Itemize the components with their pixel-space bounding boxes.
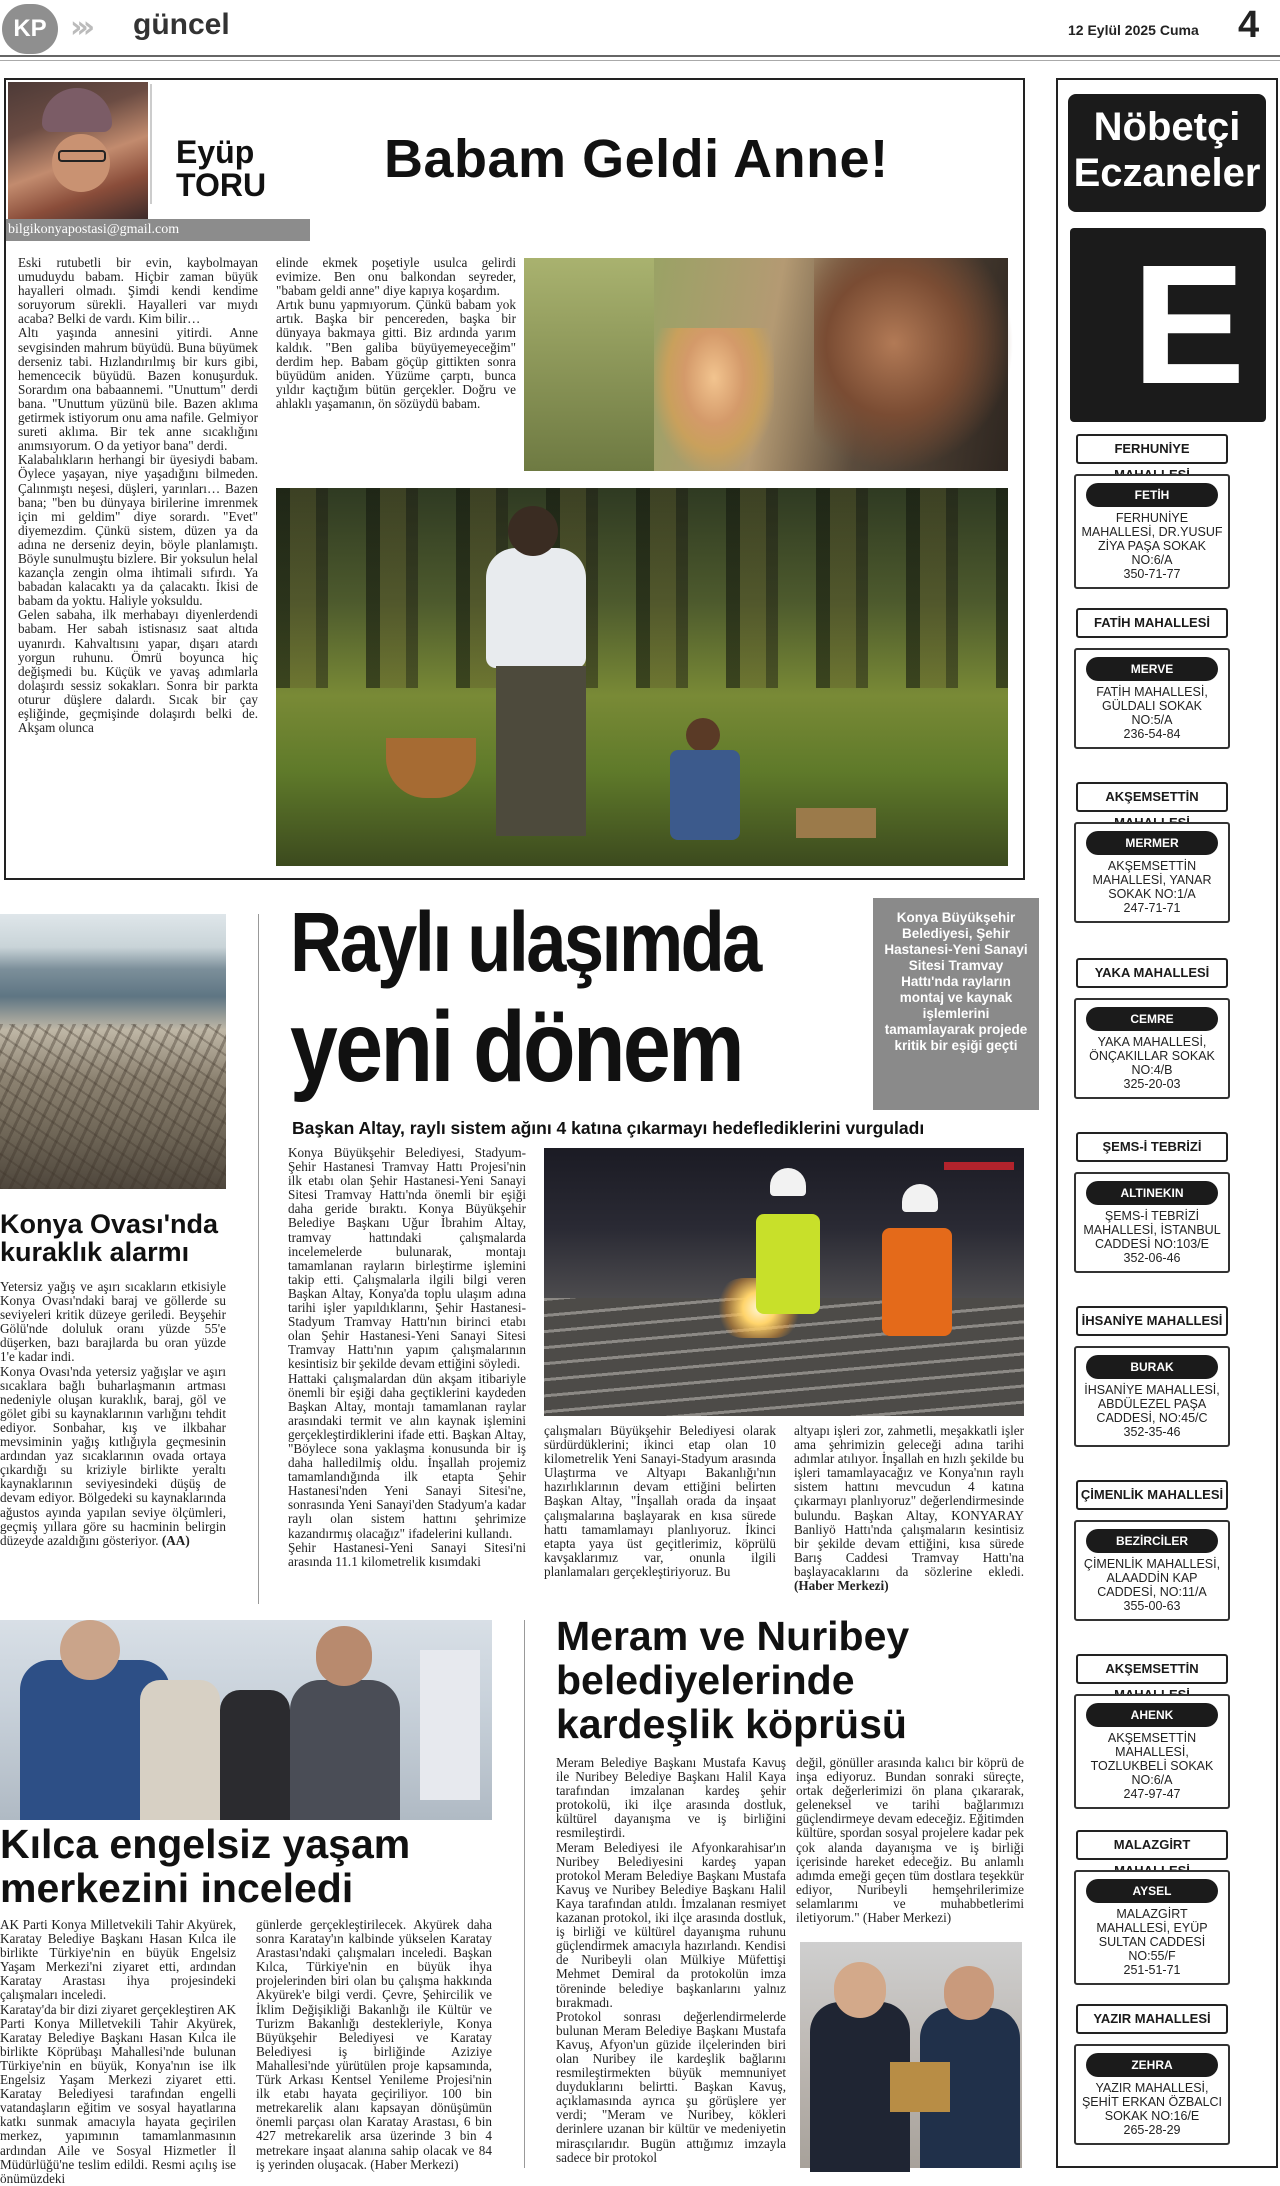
author-last-name: TORU [176, 167, 267, 203]
eczane-phone: 325-20-03 [1123, 1077, 1181, 1091]
masthead [0, 0, 1280, 60]
eczane-district: FATİH MAHALLESİ [1076, 608, 1228, 638]
eczane-phone: 355-00-63 [1123, 1599, 1181, 1613]
rail-sidebar: Konya Büyükşehir Belediyesi, Şehir Hastanesi-Yeni Sanayi Sitesi Tramvay Hattı'nda rayların montaj ve kaynak işlemlerini tamamlayarak projede kritik bir eşiği geçti [873, 898, 1039, 1110]
eczane-name: BEZİRCİLER [1086, 1529, 1218, 1553]
eczane-name: MERMER [1086, 831, 1218, 855]
eczane-name: AHENK [1086, 1703, 1218, 1727]
drought-title: Konya Ovası'nda kuraklık alarmı [0, 1209, 218, 1267]
kilca-text-col1: AK Parti Konya Milletvekili Tahir Akyürek, Karatay Belediye Başkanı Hasan Kılca ile birlikte Türkiye'nin en büyük Engelsiz Yaşam Merkezi'ni ziyaret etti, ardından Karatay Arastası ihya projesindeki çalışmaları inceledi. Karatay'da bir dizi ziyaret gerçekleştiren AK Parti Konya Milletvekili Tahir Akyürek, Karatay Belediye Başkanı Hasan Kılca ile birlikte Köprübaşı Mahallesi'nde bulunan Türkiye'nin en büyük, Konya'nın ise ilk Engelsiz Yaşam Merkezi ziyaret etti. Karatay Belediyesi tarafından engelli vatandaşların eğitim ve sosyal hayatlarına katkı sunmak amacıyla hayata geçirilen merkez, yapımının tamamlanmasının ardından Aile ve Sosyal Hizmetler İl Müdürlüğü'ne teslim edildi. Resmi açılış ise önümüzdeki [0, 1917, 236, 2186]
eczane-title-line1: Nöbetçi [1093, 105, 1241, 149]
eczane-card [1074, 1346, 1230, 1447]
rail-text-col3 [794, 1423, 1024, 1594]
column-text-col1: Eski rutubetli bir evin, kaybolmayan umuduydu babam. Hiçbir zaman büyük hayalleri olmadı. Şimdi kendi kendime soruyorum sürekli. Hayalleri var mıydı acaba? Belki de vardı. Kim bilir… Altı yaşında annesini yitirdi. Anne sevgisinden mahrum büyüdü. Buna büyümek derseniz tabi. Hızlandırılmış bir kurs gibi, hemencecik büyüdü. Bazen konuşurduk. Sorardım ona babaannemi. "Unuttum" derdi bana. "Unuttum yüzünü bile. Bazen aklıma getirmek istiyorum onu ama nafile. Gelmiyor sureti aklıma. Bir tek anne sıcaklığını anımsıyorum. O da yetiyor bana" derdi. Kalabalıkların herhangi bir üyesiydi babam. Öylece yaşayan, niye yaşadığını bilmeden. Çalınmıştı neşesi, düşleri, yarınları… Bazen bana; "ben bu dünyaya birilerine imrenmek için mi geldim" diye sorardı. "Evet" diyemezdim. Çünkü sistem, düzen ya da adına ne derseniz deyin, böyle planlamıştı. Böyle sunulmuştu bizlere. Bir yoksulun helal kazançla zengin olma ihtimali sıfırdı. Ya babadan kalacaktı ya da çalacaktı. İkisi de babam da yoktu. Haliyle yoksuldu. Gelen sabaha, ilk merhabayı diyenlerdendi babam. Her sabah istisnasız saat altıda uyanırdı. Kahvaltısını yapar, dışarı atardı yorgun ruhunu. Ömrü boyunca hiç değişmedi bu. Küçük ve yavaş adımlarla dolaşırdı sessiz sokakları. Sonra bir parkta oturur düşlere dalardı. Sıcak bir çay eşliğinde, geçmişinde dolaşırdı belki de. Akşam olunca [18, 255, 258, 736]
eczane-district: ŞEMS-İ TEBRİZİ [1076, 1132, 1228, 1162]
eczane-phone: 247-97-47 [1123, 1787, 1181, 1801]
meram-protocol-photo [800, 1942, 1022, 2168]
eczane-card [1074, 648, 1230, 749]
kilca-divider [524, 1620, 525, 2168]
eczane-address: YAZIR MAHALLESİ, ŞEHİT ERKAN ÖZBALCI SOKAK NO:16/E [1081, 2081, 1223, 2123]
issue-date: 12 Eylül 2025 Cuma [1068, 22, 1199, 38]
rail-text-col1: Konya Büyükşehir Belediyesi, Stadyum-Şehir Hastanesi Tramvay Hattı Projesi'nin ilk etabı olan Şehir Hastanesi-Yeni Sanayi Sitesi Tramvay Hattı'nda önemli bir eşiği daha geride bıraktı. Konya Büyükşehir Belediye Başkanı Uğur İbrahim Altay, tramvay hattındaki çalışmalarda incelemelerde bulunarak, montajı tamamlanan rayların birleştirme işlemini takip etti. Çalışmalarla ilgili bilgi veren Başkan Altay, Konya'da toplu ulaşım adına tarihi işler yapıldıklarını, Şehir Hastanesi-Stadyum Tramvay Hattı'nın birinci etabı olan Şehir Hastanesi-Yeni Sanayi Sitesi Tramvay Hattı'nın yapım çalışmalarının kesintisiz bir şekilde devam ettiğini söyledi. Hattaki çalışmalardan dün akşam itibariyle önemli bir eşiği daha geçtiklerini kaydeden Başkan Altay, montajı tamamlanan raylar arasındaki termit ve alın kaynak işlemini gerçekleştirdiklerini ifade etti. Başkan Altay, "Böylece sona yaklaşma konusunda bir iş daha halledilmiş oldu. İnşallah projemiz tamamlandığında ilk etapta Şehir Hastanesi'nden Yeni Sanayi Sitesi'ne, sonrasında Yeni Sanayi'den Stadyum'a kadar raylı olan sistem hattını şehrimize kazandırmış olacağız" ifadelerini kullandı. Şehir Hastanesi-Yeni Sanayi Sitesi'ni arasında 11.1 kilometrelik kısımdaki [288, 1145, 526, 1569]
meram-text-col2 [796, 1756, 1024, 1940]
author-email: bilgikonyapostasi@gmail.com [6, 219, 310, 241]
eczane-card [1074, 1694, 1230, 1809]
eczane-name: MERVE [1086, 657, 1218, 681]
eczane-phone: 352-35-46 [1123, 1425, 1181, 1439]
meram-text-col2-body: değil, gönüller arasında kalıcı bir köprü de inşa ediyoruz. Bundan sonraki süreçte, ortak değerlerimizi ön plana çıkararak, geleneksel ve tarihi bağlarımızı güçlendirmeye devam edeceğiz. Eğitimden kültüre, spordan sosyal projelere kadar pek çok alanda dayanışma ve iş birliği içerisinde hareket edeceğiz. Bu anlamlı adımda emeği geçen tüm dostlara teşekkür ediyor, Nuribeyli hemşehrilerimize selamlarımı ve muhabbetlerimi iletiyorum." [796, 1755, 1024, 1926]
eczane-card [1074, 1520, 1230, 1621]
drought-credit: (AA) [161, 1532, 190, 1548]
grandfather-child-photo [524, 258, 1008, 471]
rail-subhead: Başkan Altay, raylı sistem ağını 4 katına çıkarmayı hedeflediklerini vurguladı [292, 1118, 925, 1138]
meram-credit: (Haber Merkezi) [862, 1910, 952, 1926]
author-first-name: Eyüp [176, 134, 255, 170]
eczane-name: ALTINEKIN [1086, 1181, 1218, 1205]
eczane-address: AKŞEMSETTİN MAHALLESİ, YANAR SOKAK NO:1/A [1092, 859, 1212, 901]
meram-title: Meram ve Nuribey belediyelerinde kardeşlik köprüsü [556, 1613, 910, 1747]
eczane-name: BURAK [1086, 1355, 1218, 1379]
drought-text [0, 1280, 226, 1588]
meram-text-col1: Meram Belediye Başkanı Mustafa Kavuş ile Nuribey Belediye Başkanı Halil Kaya tarafından imzalanan kardeş şehir protokolü, iki ilçe arasında dostluk, kültürel dayanışma ve iş birliğini resmileştirdi. Meram Belediyesi ile Afyonkarahisar'ın Nuribey Belediyesini kardeş yapan protokol Meram Belediye Başkanı Mustafa Kavuş ve Nuribey Belediye Başkanı Halil Kaya tarafından atıldı. İmzalanan resmiyet kazanan protokol, iki ilçe arasında dostluk, iş birliği ve kültürel dayanışma ruhunu güçlendirmek amacıyla hazırlandı. Kendisi de Nuribeyli olan Mülkiye Müfettişi Mehmet Demiral da protokolün imza töreninde belediye başkanlarını yalnız bırakmadı. Protokol sonrası değerlendirmelerde bulunan Meram Belediye Başkanı Mustafa Kavuş, Afyon'un güzide ilçelerinden biri olan Nuribey ile kardeşlik bağlarını resmileştirmekten büyük memnuniyet duyduklarını belirtti. Başkan Kavuş, açıklamasında ayrıca şu görüşlere yer verdi; "Meram ve Nuribey, kökleri derinlere uzanan bir kültür ve medeniyetin mirasçılarıdır. Bugün attığımız imzayla sadece bir protokol [556, 1755, 786, 2165]
eczane-phone: 247-71-71 [1123, 901, 1181, 915]
eczane-address: FATİH MAHALLESİ, GÜLDALI SOKAK NO:5/A [1096, 685, 1208, 727]
eczane-logo-letter: E [1132, 230, 1246, 420]
drought-body: Yetersiz yağış ve aşırı sıcakların etkisiyle Konya Ovası'ndaki baraj ve göllerde su seviyeleri kritik düzeye geriledi. Beyşehir Gölü'nde doluluk oranı yüzde 55'e düşerken, bazı barajlarda bu oran yüzde 1'e kadar indi. Konya Ovası'nda yetersiz yağışlar ve aşırı sıcaklara bağlı buharlaşmanın artması nedeniyle oluşan kuraklık, baraj, göl ve gölet gibi su kaynaklarının varlığını tehdit ediyor. Sonbahar, kış ve ilkbahar mevsiminin yağış kıtlığıyla geçmesinin ardından yaz sıcaklarının ovada ortaya çıkardığı su kriziyle birlikte yeraltı kaynaklarının seviyesindeki düşüş de devam ediyor. Bölgedeki su kaynaklarında ağustos ayında yapılan seviye ölçümleri, geçmiş yıllara göre su hacminin belirgin düzeyde azaldığını gösteriyor. [0, 1279, 226, 1548]
eczane-address: YAKA MAHALLESİ, ÖNÇAKILLAR SOKAK NO:4/B [1089, 1035, 1215, 1077]
eczane-district: AKŞEMSETTİN [1076, 782, 1228, 812]
masthead-rule [0, 55, 1280, 57]
eczane-card [1074, 998, 1230, 1099]
eczane-phone: 265-28-29 [1123, 2123, 1181, 2137]
eczane-address: ŞEMS-İ TEBRİZİ MAHALLESİ, İSTANBUL CADDESİ NO:103/E [1083, 1209, 1221, 1251]
eczane-title-box [1068, 94, 1266, 212]
section-label: güncel [133, 8, 230, 41]
rail-headline-1: Raylı ulaşımda [290, 895, 760, 989]
eczane-name: CEMRE [1086, 1007, 1218, 1031]
column-title: Babam Geldi Anne! [384, 129, 889, 189]
masthead-rule-2 [0, 60, 1280, 61]
kilca-title: Kılca engelsiz yaşam merkezini inceledi [0, 1821, 411, 1911]
kilca-visit-photo [0, 1620, 492, 1820]
rail-headline-2: yeni dönem [290, 991, 743, 1103]
rail-workers-photo [544, 1148, 1024, 1416]
rail-credit: (Haber Merkezi) [794, 1578, 889, 1594]
eczane-title-line2: Eczaneler [1073, 151, 1261, 195]
eczane-logo [1070, 228, 1266, 422]
eczane-district: AKŞEMSETTİN [1076, 1654, 1228, 1684]
page-number: 4 [1238, 4, 1260, 46]
eczane-phone: 350-71-77 [1123, 567, 1181, 581]
author-photo [8, 82, 148, 221]
eczane-address: AKŞEMSETTİN MAHALLESİ, TOZLUKBELİ SOKAK NO:6/A [1090, 1731, 1214, 1787]
kilca-text-col2 [256, 1917, 492, 2172]
drought-divider [258, 914, 259, 1604]
rail-text-col2: çalışmaları Büyükşehir Belediyesi olarak sürdürdüklerini; ikinci etap olan 10 kilometrelik Yeni Sanayi-Stadyum arasında Ulaştırma ve Altyapı Bakanlığı'nın hazırlıklarının devam ettiğini belirten Başkan Altay, "İnşallah orada da inşaat çalışmalarına başlayarak en kısa sürede hattı tamamlamayı planlıyoruz. İkinci etapta yaya üst geçitlerimiz, köprülü kavşaklarımız var, onunla ilgili planlamaları gerçekleştiriyoruz. Bu [544, 1423, 776, 1579]
eczane-card [1074, 1870, 1230, 1985]
eczane-address: ÇİMENLİK MAHALLESİ, ALAADDİN KAP CADDESİ, NO:11/A [1083, 1557, 1221, 1599]
eczane-card [1074, 822, 1230, 923]
eczane-phone: 251-51-71 [1123, 1963, 1181, 1977]
eczane-card [1074, 1172, 1230, 1273]
eczane-card [1074, 474, 1230, 589]
eczane-address: MALAZGİRT MAHALLESİ, EYÜP SULTAN CADDESİ NO:55/F [1096, 1907, 1208, 1963]
eczane-district: YAZIR MAHALLESİ [1076, 2004, 1228, 2034]
eczane-district: İHSANİYE MAHALLESİ [1076, 1306, 1228, 1336]
eczane-phone: 236-54-84 [1123, 727, 1181, 741]
eczane-card [1074, 2044, 1230, 2145]
rail-text-col3-body: altyapı işleri zor, zahmetli, meşakkatli işler ama şehrimizin geleceği adına tarihi adımlar atılıyor. İnşallah en hızlı şekilde bu işleri tamamlayacağız ve Konya'nın raylı sistem hattını mevcudun 4 katına çıkarmayı planlıyoruz" değerlendirmesinde bulundu. Başkan Altay, KONYARAY Banliyö Hattı'nda çalışmaların kesintisiz bir şekilde devam ettiğini, kısa sürede Barış Caddesi Tramvay Hattı'na başlayacaklarını da sözlerine ekledi. [794, 1423, 1024, 1579]
kp-logo: KP [2, 4, 58, 54]
dry-lake-photo [0, 914, 226, 1189]
eczane-district: YAKA MAHALLESİ [1076, 958, 1228, 988]
eczane-phone: 352-06-46 [1123, 1251, 1181, 1265]
eczane-district: FERHUNİYE [1076, 434, 1228, 464]
eczane-district: MALAZGİRT [1076, 1830, 1228, 1860]
eczane-name: FETİH [1086, 483, 1218, 507]
kilca-credit: (Haber Merkezi) [370, 2156, 459, 2172]
eczane-name: ZEHRA [1086, 2053, 1218, 2077]
father-daughter-photo [276, 488, 1008, 866]
eczane-address: İHSANİYE MAHALLESİ, ABDÜLEZEL PAŞA CADDESİ, NO:45/C [1084, 1383, 1220, 1425]
eczane-district: ÇİMENLİK MAHALLESİ [1076, 1480, 1228, 1510]
chevrons-icon: ››› [70, 10, 90, 45]
eczane-address: FERHUNİYE MAHALLESİ, DR.YUSUF ZİYA PAŞA SOKAK NO:6/A [1081, 511, 1223, 567]
column-text-col2: elinde ekmek poşetiyle usulca gelirdi evimize. Ben onu balkondan seyreder, "babam geldi anne" diye kapıya koşardım. Artık bunu yapmıyorum. Çünkü babam yok artık. Başka bir pencereden, başka bir dünyaya bakmaya gitti. Biz ardında yarım kaldık. "Ben galiba büyüyemeyeceğim" derdim hep. Babam göçüp gittikten sonra büyüdüm aniden. Yüzüme çarptı, bunca yıldır kaçtığım bütün gerçekler. Doğru ve ahlaklı yaşamanın, ön sözüydü babam. [276, 255, 516, 411]
kilca-text-col2-body: günlerde gerçekleştirilecek. Akyürek daha sonra Karatay'ın kalbinde yükselen Karatay Arastası'ndaki çalışmaları inceledi. Başkan Kılca, Türkiye'nin en büyük ihya projelerinden biri olan bu çalışma hakkında Akyürek'e bilgi verdi. Çevre, Şehircilik ve İklim Değişikliği Bakanlığı ile Kültür ve Turizm Bakanlığı destekleriyle, Konya Büyükşehir Belediyesi ve Karatay Belediyesi iş birliğinde Aziziye Mahallesi'nde yürütülen proje kapsamında, Türk Arkası Kentsel Yenileme Projesi'nin ilk etabı hayata geçiriliyor. 100 bin metrekarelik alanı kapsayan dönüşümün önemli parçası olan Karatay Arastası, 6 bin 427 metrekarelik arsa üzerinde 3 bin 4 metrekare inşaat alanına sahip olacak ve 84 iş yerinden oluşacak. [256, 1917, 492, 2172]
eczane-name: AYSEL [1086, 1879, 1218, 1903]
